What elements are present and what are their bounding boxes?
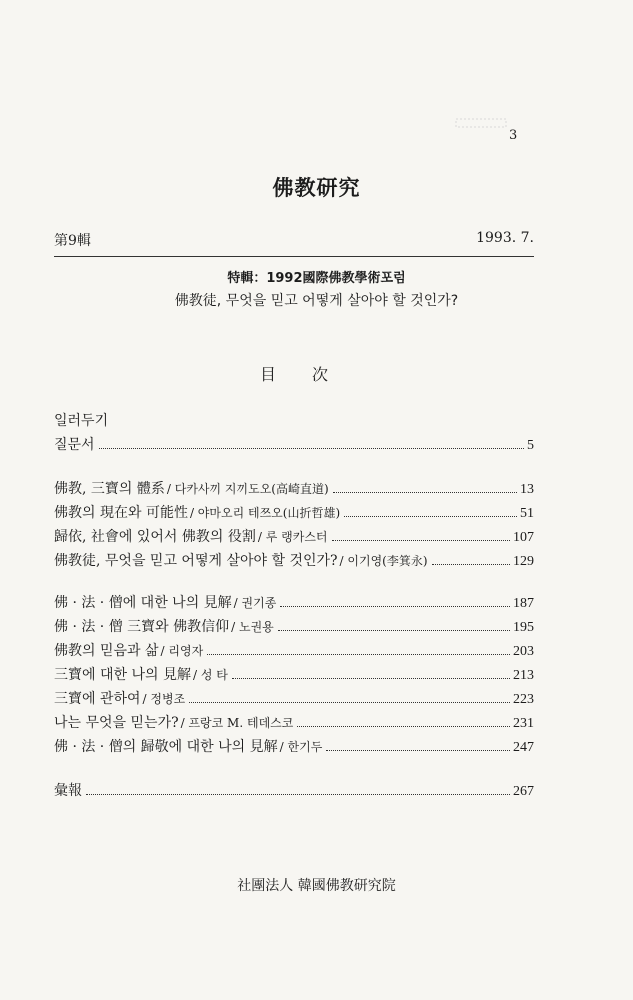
toc-entry-title: 나는 무엇을 믿는가?: [54, 715, 179, 731]
toc-entry-title: 일러두기: [54, 413, 109, 429]
toc-entry-page: 107: [513, 530, 534, 545]
toc-entry-author: / 정병조: [142, 692, 186, 706]
toc-entry-title: 彙報: [54, 783, 82, 799]
toc-entry: [54, 780, 534, 804]
toc-entry-author: / 권기종: [233, 596, 277, 610]
dot-leader: [278, 630, 510, 631]
dot-leader: [280, 606, 510, 607]
toc-entry-page: 267: [513, 784, 534, 799]
toc-section-papers: [54, 478, 534, 574]
page-number: 3: [509, 128, 518, 143]
dot-leader: [332, 540, 510, 541]
toc-entry: [54, 410, 534, 434]
issue-label: 第9輯: [54, 233, 91, 249]
journal-title: 佛教研究: [272, 175, 361, 200]
toc-entry: [54, 688, 534, 712]
dot-leader: [232, 678, 510, 679]
toc-entry-title: 三寶에 관하여: [54, 691, 141, 707]
toc-entry-author: / 한기두: [279, 740, 323, 754]
toc-entry-author: / 성 타: [192, 668, 228, 682]
toc-entry-title: 佛教의 現在와 可能性: [54, 505, 188, 521]
stamp-mark: [454, 115, 509, 129]
special-issue-block: [0, 268, 633, 312]
toc-entry-title: 佛 · 法 · 僧 三寶와 佛教信仰: [54, 619, 230, 635]
toc-entry-page: 231: [513, 716, 534, 731]
toc-entry-title: 佛教의 믿음과 삶: [54, 643, 159, 659]
divider-rule: [54, 256, 534, 257]
toc-entry-title: 질문서: [54, 437, 95, 453]
dot-leader: [86, 794, 510, 795]
toc-heading: 目次: [260, 365, 365, 384]
publisher: 社團法人 韓國佛教研究院: [237, 878, 396, 894]
issue-row: [54, 230, 534, 250]
toc-entry: [54, 664, 534, 688]
toc-entry: [54, 502, 534, 526]
toc-entry-page: 5: [527, 438, 534, 453]
toc-entry-page: 203: [513, 644, 534, 659]
toc-entry-title: 佛 · 法 · 僧의 歸敬에 대한 나의 見解: [54, 739, 278, 755]
toc-entry-title: 佛教徒, 무엇을 믿고 어떻게 살아야 할 것인가?: [54, 553, 338, 569]
toc-entry: [54, 526, 534, 550]
toc-entry-title: 佛教, 三寶의 體系: [54, 481, 165, 497]
toc-entry-author: / 야마오리 테쯔오(山折哲雄): [189, 506, 341, 520]
special-issue-label: 特輯：1992國際佛教學術포럼: [227, 271, 406, 286]
dot-leader: [189, 702, 510, 703]
toc-entry-page: 213: [513, 668, 534, 683]
toc-entry-author: / 노권용: [231, 620, 274, 634]
dot-leader: [344, 516, 517, 517]
toc-entry-page: 223: [513, 692, 534, 707]
toc-entry-author: / 이기영(李箕永): [339, 554, 428, 568]
toc-entry-author: / 다카사끼 지끼도오(高崎直道): [166, 482, 329, 496]
toc-entry-page: 195: [513, 620, 534, 635]
toc-entry-title: 佛 · 法 · 僧에 대한 나의 見解: [54, 595, 232, 611]
toc-entry: [54, 640, 534, 664]
toc-entry-author: / 프랑코 M. 테데스코: [180, 716, 294, 730]
toc-entry-page: 129: [513, 554, 534, 569]
toc-entry-author: / 루 랭카스터: [257, 530, 328, 544]
toc-entry-page: 13: [520, 482, 534, 497]
toc-entry: [54, 550, 534, 574]
dot-leader: [207, 654, 510, 655]
dot-leader: [333, 492, 517, 493]
toc-entry: [54, 478, 534, 502]
toc-entry-title: 歸依, 社會에 있어서 佛教의 役割: [54, 529, 256, 545]
toc-entry-page: 187: [513, 596, 534, 611]
toc-entry-author: / 리영자: [160, 644, 204, 658]
stamp-mark-svg: [454, 116, 509, 130]
table-of-contents: [54, 410, 534, 804]
toc-entry: [54, 434, 534, 458]
toc-entry-title: 三寶에 대한 나의 見解: [54, 667, 191, 683]
toc-entry-page: 247: [513, 740, 534, 755]
dot-leader: [326, 750, 510, 751]
special-issue-subtitle: 佛教徒, 무엇을 믿고 어떻게 살아야 할 것인가?: [174, 293, 459, 309]
dot-leader: [297, 726, 510, 727]
dot-leader: [432, 564, 510, 565]
dot-leader: [99, 448, 524, 449]
issue-date: 1993. 7.: [476, 230, 534, 246]
toc-entry: [54, 592, 534, 616]
toc-section-intro: [54, 410, 534, 458]
toc-entry-page: 51: [520, 506, 534, 521]
toc-section-news: [54, 780, 534, 804]
toc-section-responses: [54, 592, 534, 760]
toc-entry: [54, 736, 534, 760]
toc-entry: [54, 616, 534, 640]
toc-entry: [54, 712, 534, 736]
